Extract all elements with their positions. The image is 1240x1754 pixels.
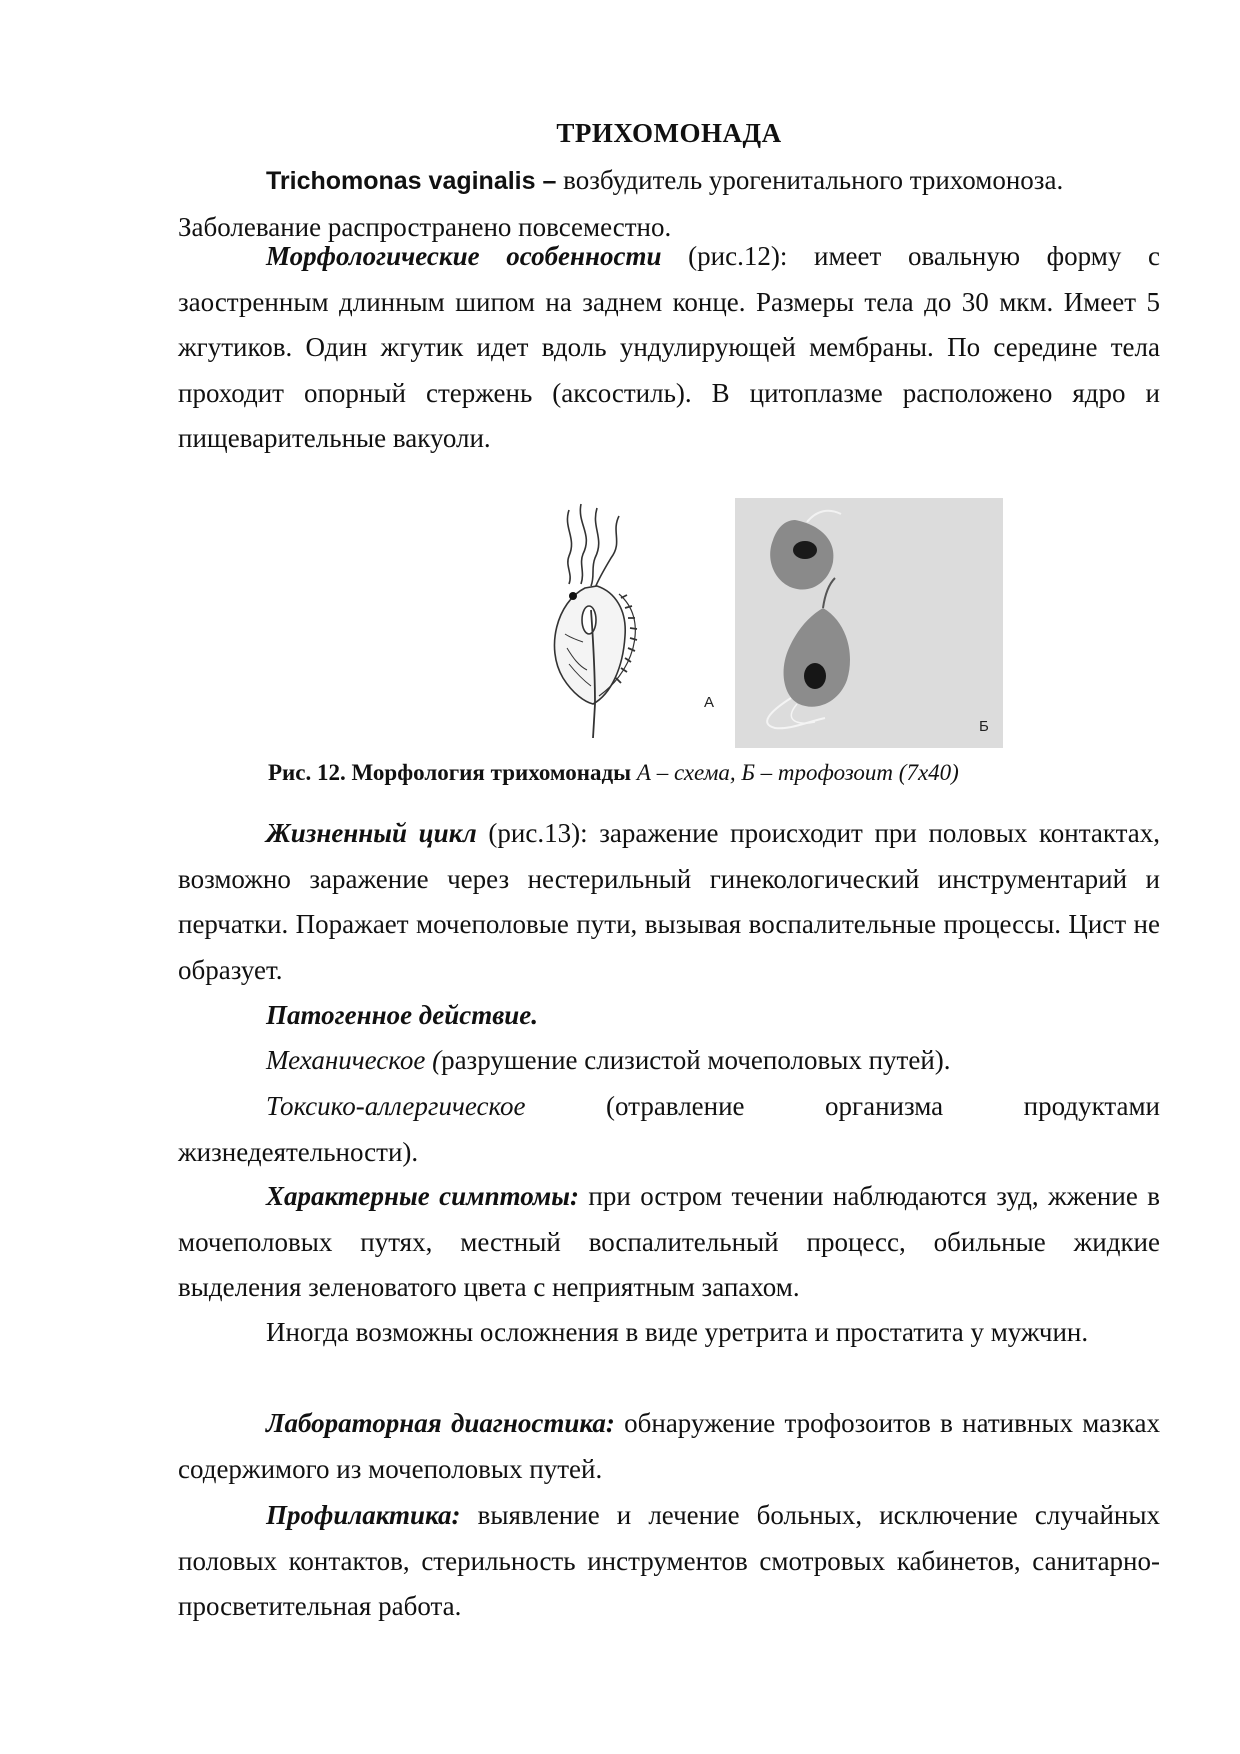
toxic-paragraph: [178, 1084, 1160, 1175]
lifecycle-paragraph: [178, 811, 1160, 993]
pathogenic-heading-paragraph: [178, 993, 1160, 1039]
mechanical-text: разрушение слизистой мочеполовых путей).: [441, 1045, 951, 1075]
morphology-text: (рис.12): имеет овальную форму с заостренным длинным шипом на заднем конце. Размеры тела до 30 мкм. Имеет 5 жгутиков. Один жгутик идет вдоль ундулирующей мембраны. По середине тела проходит опорный стержень (аксостиль). В цитоплазме расположено ядро и пищеварительные вакуоли.: [178, 241, 1160, 453]
species-name: Trichomonas vaginalis –: [266, 167, 557, 195]
symptoms-heading: Характерные симптомы:: [266, 1181, 579, 1211]
complications-paragraph: [178, 1310, 1160, 1356]
caption-bold: Рис. 12. Морфология трихомонады: [268, 760, 632, 785]
caption-italic: А – схема, Б – трофозоит (7х40): [631, 760, 959, 785]
nucleus-dot: [569, 592, 577, 600]
prevention-text: выявление и лечение больных, исключение случайных половых контактов, стерильность инструментов смотровых кабинетов, санитарно-просветительная работа.: [178, 1500, 1160, 1621]
label-a: А: [704, 694, 715, 711]
figure-caption: [268, 758, 1160, 788]
diagnostics-text: обнаружение трофозоитов в нативных мазках содержимого из мочеполовых путей.: [178, 1408, 1160, 1484]
trichomonas-illustration: [507, 498, 1003, 748]
mechanical-paragraph: [178, 1038, 1160, 1084]
page-title: ТРИХОМОНАДА: [556, 118, 782, 148]
toxic-text: (отравление организма продуктами жизнедеятельности).: [178, 1091, 1160, 1167]
label-b: Б: [979, 718, 989, 735]
lifecycle-text: (рис.13): заражение происходит при половых контактах, возможно заражение через нестерильный гинекологический инструментарий и перчатки. Поражает мочеполовые пути, вызывая воспалительные процессы. Цист не образует.: [178, 818, 1160, 985]
lifecycle-heading: Жизненный цикл: [266, 818, 477, 848]
pathogenic-heading: Патогенное действие.: [266, 1000, 539, 1030]
mechanical-label: Механическое (: [266, 1045, 442, 1075]
prevention-paragraph: [178, 1493, 1160, 1630]
toxic-label: Токсико-аллергическое: [266, 1091, 526, 1121]
schema-drawing: [554, 504, 637, 738]
morphology-paragraph: [178, 234, 1160, 462]
complications-text: Иногда возможны осложнения в виде уретрита и простатита у мужчин.: [266, 1317, 1089, 1347]
intro-text-2: Заболевание распространено повсеместно.: [178, 211, 672, 242]
symptoms-text: при остром течении наблюдаются зуд, жжение в мочеполовых путях, местный воспалительный процесс, обильные жидкие выделения зеленоватого цвета с неприятным запахом.: [178, 1181, 1160, 1302]
diagnostics-heading: Лабораторная диагностика:: [266, 1408, 615, 1438]
intro-text-1: возбудитель урогенитального трихомоноза.: [556, 165, 1064, 195]
symptoms-paragraph: [178, 1174, 1160, 1311]
figure-12: [507, 498, 1003, 748]
prevention-heading: Профилактика:: [266, 1500, 461, 1530]
diagnostics-paragraph: [178, 1401, 1160, 1492]
morphology-heading: Морфологические особенности: [266, 241, 662, 271]
